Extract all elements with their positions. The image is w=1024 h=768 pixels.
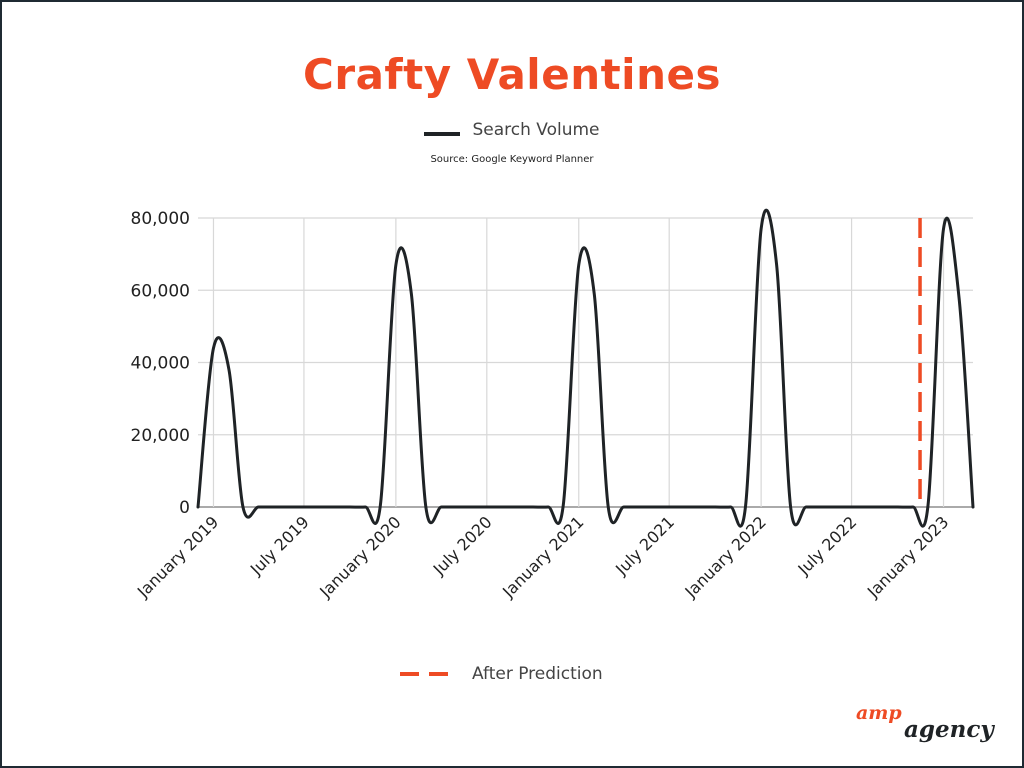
x-tick-label: July 2020 — [429, 512, 496, 579]
x-tick-label: January 2019 — [133, 512, 223, 602]
y-tick-label: 80,000 — [130, 209, 190, 229]
prediction-legend-swatch — [400, 672, 448, 676]
x-tick-label: July 2021 — [611, 512, 679, 579]
series-line-search-volume — [198, 210, 973, 526]
x-tick-label: July 2022 — [794, 512, 861, 579]
prediction-legend — [400, 664, 603, 684]
amp-agency-logo — [854, 702, 1004, 750]
x-tick-label: January 2021 — [498, 512, 588, 602]
line-chart — [2, 2, 1022, 766]
prediction-legend-label: After Prediction — [472, 664, 603, 684]
y-tick-label: 60,000 — [130, 281, 190, 302]
chart-title: Crafty Valentines — [303, 50, 721, 99]
y-tick-label: 0 — [179, 498, 190, 518]
logo-amp: amp — [856, 702, 902, 724]
chart-source: Source: Google Keyword Planner — [430, 154, 594, 165]
x-tick-label: January 2020 — [315, 512, 405, 602]
y-tick-label: 20,000 — [130, 425, 190, 446]
x-tick-label: January 2022 — [681, 512, 770, 602]
x-tick-label: July 2019 — [246, 512, 313, 579]
series-legend-label: Search Volume — [472, 120, 600, 140]
x-tick-label: January 2023 — [863, 512, 953, 602]
logo-agency: agency — [904, 716, 994, 743]
y-tick-label: 40,000 — [130, 353, 190, 374]
